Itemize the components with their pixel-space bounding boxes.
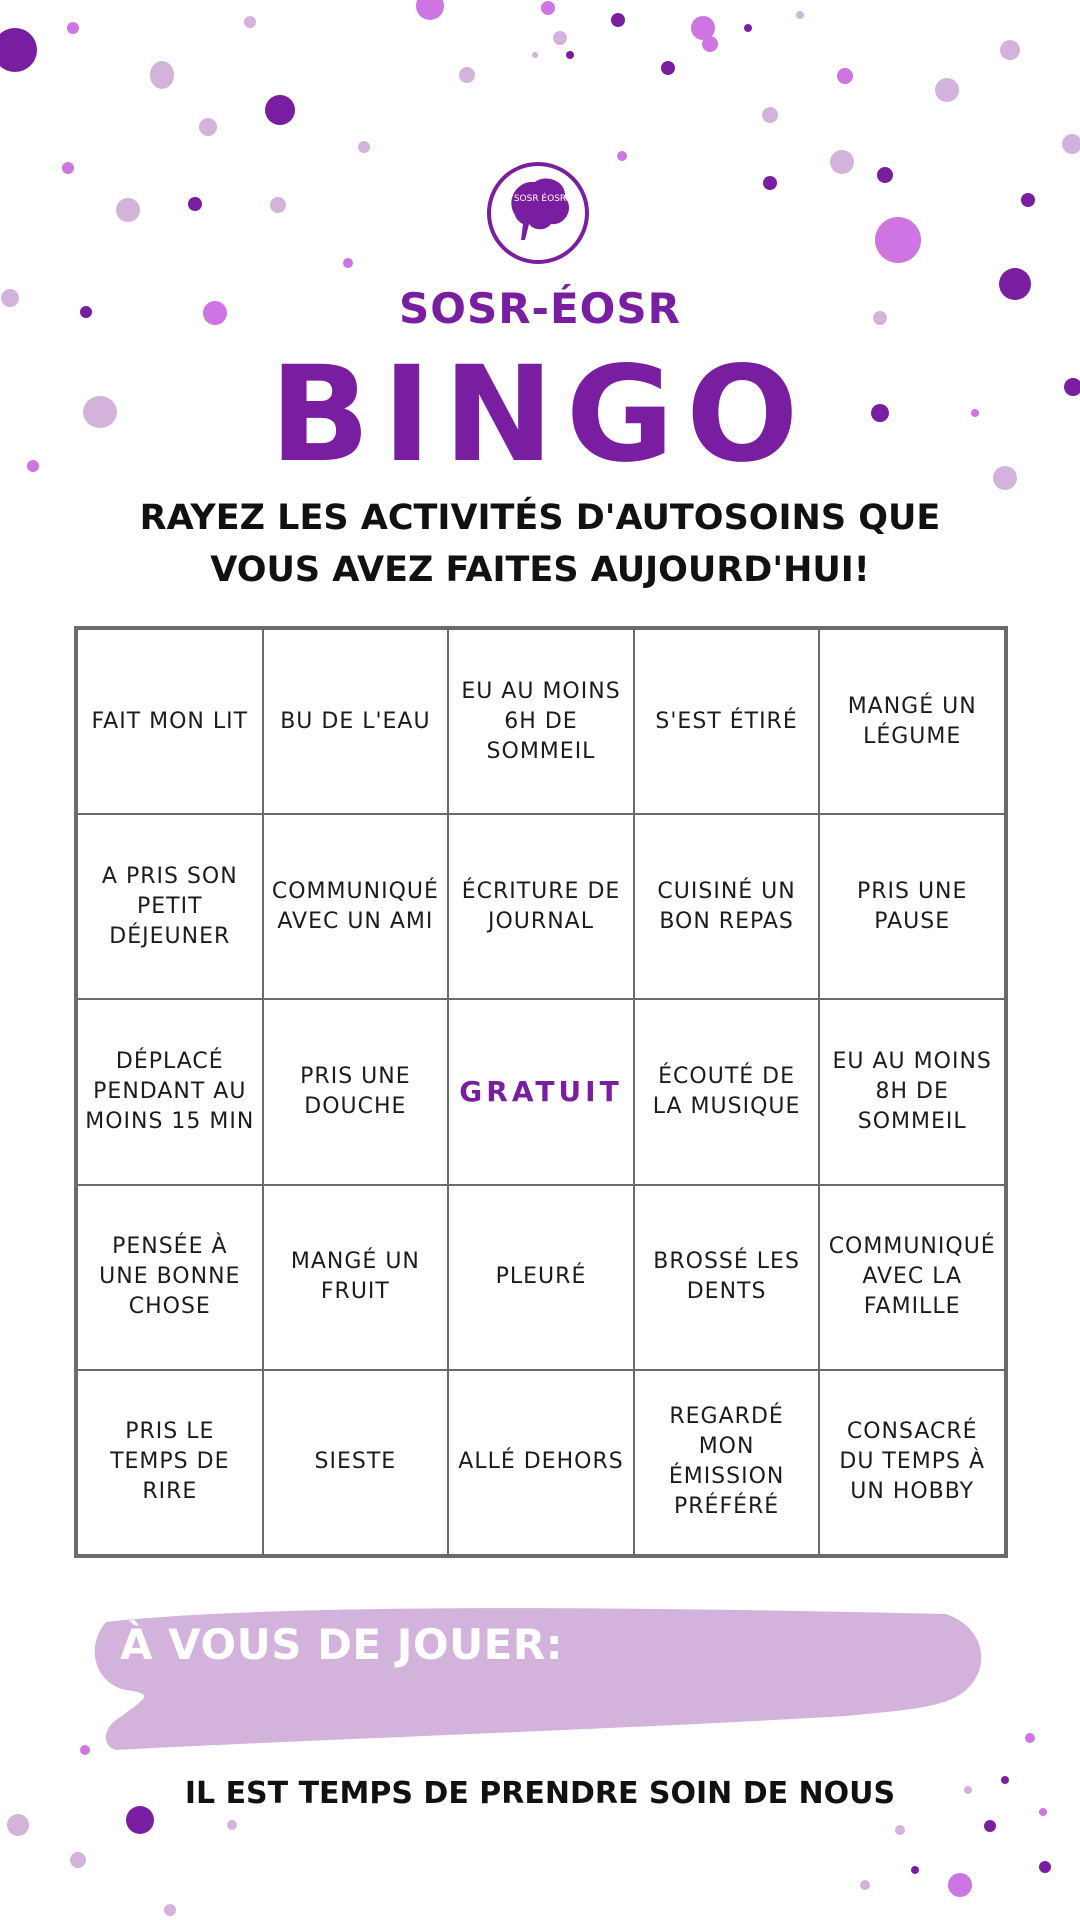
bingo-cell[interactable]: PENSÉE À UNE BONNE CHOSE xyxy=(77,1185,263,1370)
instruction-text xyxy=(110,492,970,596)
bingo-cell[interactable]: SIESTE xyxy=(263,1370,449,1555)
bingo-cell[interactable]: ÉCRITURE DE JOURNAL xyxy=(448,814,634,999)
bingo-cell[interactable]: CONSACRÉ DU TEMPS À UN HOBBY xyxy=(819,1370,1005,1555)
bingo-cell[interactable]: A PRIS SON PETIT DÉJEUNER xyxy=(77,814,263,999)
bingo-cell[interactable]: ÉCOUTÉ DE LA MUSIQUE xyxy=(634,999,820,1184)
free-space-cell[interactable]: GRATUIT xyxy=(448,999,634,1184)
bingo-cell[interactable]: PRIS UNE PAUSE xyxy=(819,814,1005,999)
instruction-line: RAYEZ LES ACTIVITÉS D'AUTOSOINS QUE xyxy=(139,498,941,538)
bingo-cell[interactable]: PRIS UNE DOUCHE xyxy=(263,999,449,1184)
bingo-grid xyxy=(74,626,1008,1558)
bingo-cell[interactable]: PRIS LE TEMPS DE RIRE xyxy=(77,1370,263,1555)
call-to-action: À VOUS DE JOUER: xyxy=(120,1620,564,1669)
bingo-cell[interactable]: ALLÉ DEHORS xyxy=(448,1370,634,1555)
bingo-cell[interactable]: EU AU MOINS 8H DE SOMMEIL xyxy=(819,999,1005,1184)
instruction-line: VOUS AVEZ FAITES AUJOURD'HUI! xyxy=(210,550,870,590)
bingo-cell[interactable]: MANGÉ UN FRUIT xyxy=(263,1185,449,1370)
bingo-cell[interactable]: DÉPLACÉ PENDANT AU MOINS 15 MIN xyxy=(77,999,263,1184)
bingo-cell[interactable]: BROSSÉ LES DENTS xyxy=(634,1185,820,1370)
bingo-cell[interactable]: COMMUNIQUÉ AVEC UN AMI xyxy=(263,814,449,999)
bingo-cell[interactable]: BU DE L'EAU xyxy=(263,629,449,814)
brand-name: SOSR-ÉOSR xyxy=(399,284,681,333)
bingo-cell[interactable]: PLEURÉ xyxy=(448,1185,634,1370)
bingo-cell[interactable]: COMMUNIQUÉ AVEC LA FAMILLE xyxy=(819,1185,1005,1370)
bingo-cell[interactable]: EU AU MOINS 6H DE SOMMEIL xyxy=(448,629,634,814)
bingo-cell[interactable]: CUISINÉ UN BON REPAS xyxy=(634,814,820,999)
bingo-cell[interactable]: S'EST ÉTIRÉ xyxy=(634,629,820,814)
tagline: IL EST TEMPS DE PRENDRE SOIN DE NOUS xyxy=(184,1776,896,1811)
brain-logo-icon xyxy=(485,160,591,266)
bingo-cell[interactable]: FAIT MON LIT xyxy=(77,629,263,814)
bingo-cell[interactable]: REGARDÉ MON ÉMISSION PRÉFÉRÉ xyxy=(634,1370,820,1555)
page-title: BINGO xyxy=(269,338,811,492)
logo-text: SOSR ÉOSR xyxy=(513,194,567,204)
bingo-cell[interactable]: MANGÉ UN LÉGUME xyxy=(819,629,1005,814)
